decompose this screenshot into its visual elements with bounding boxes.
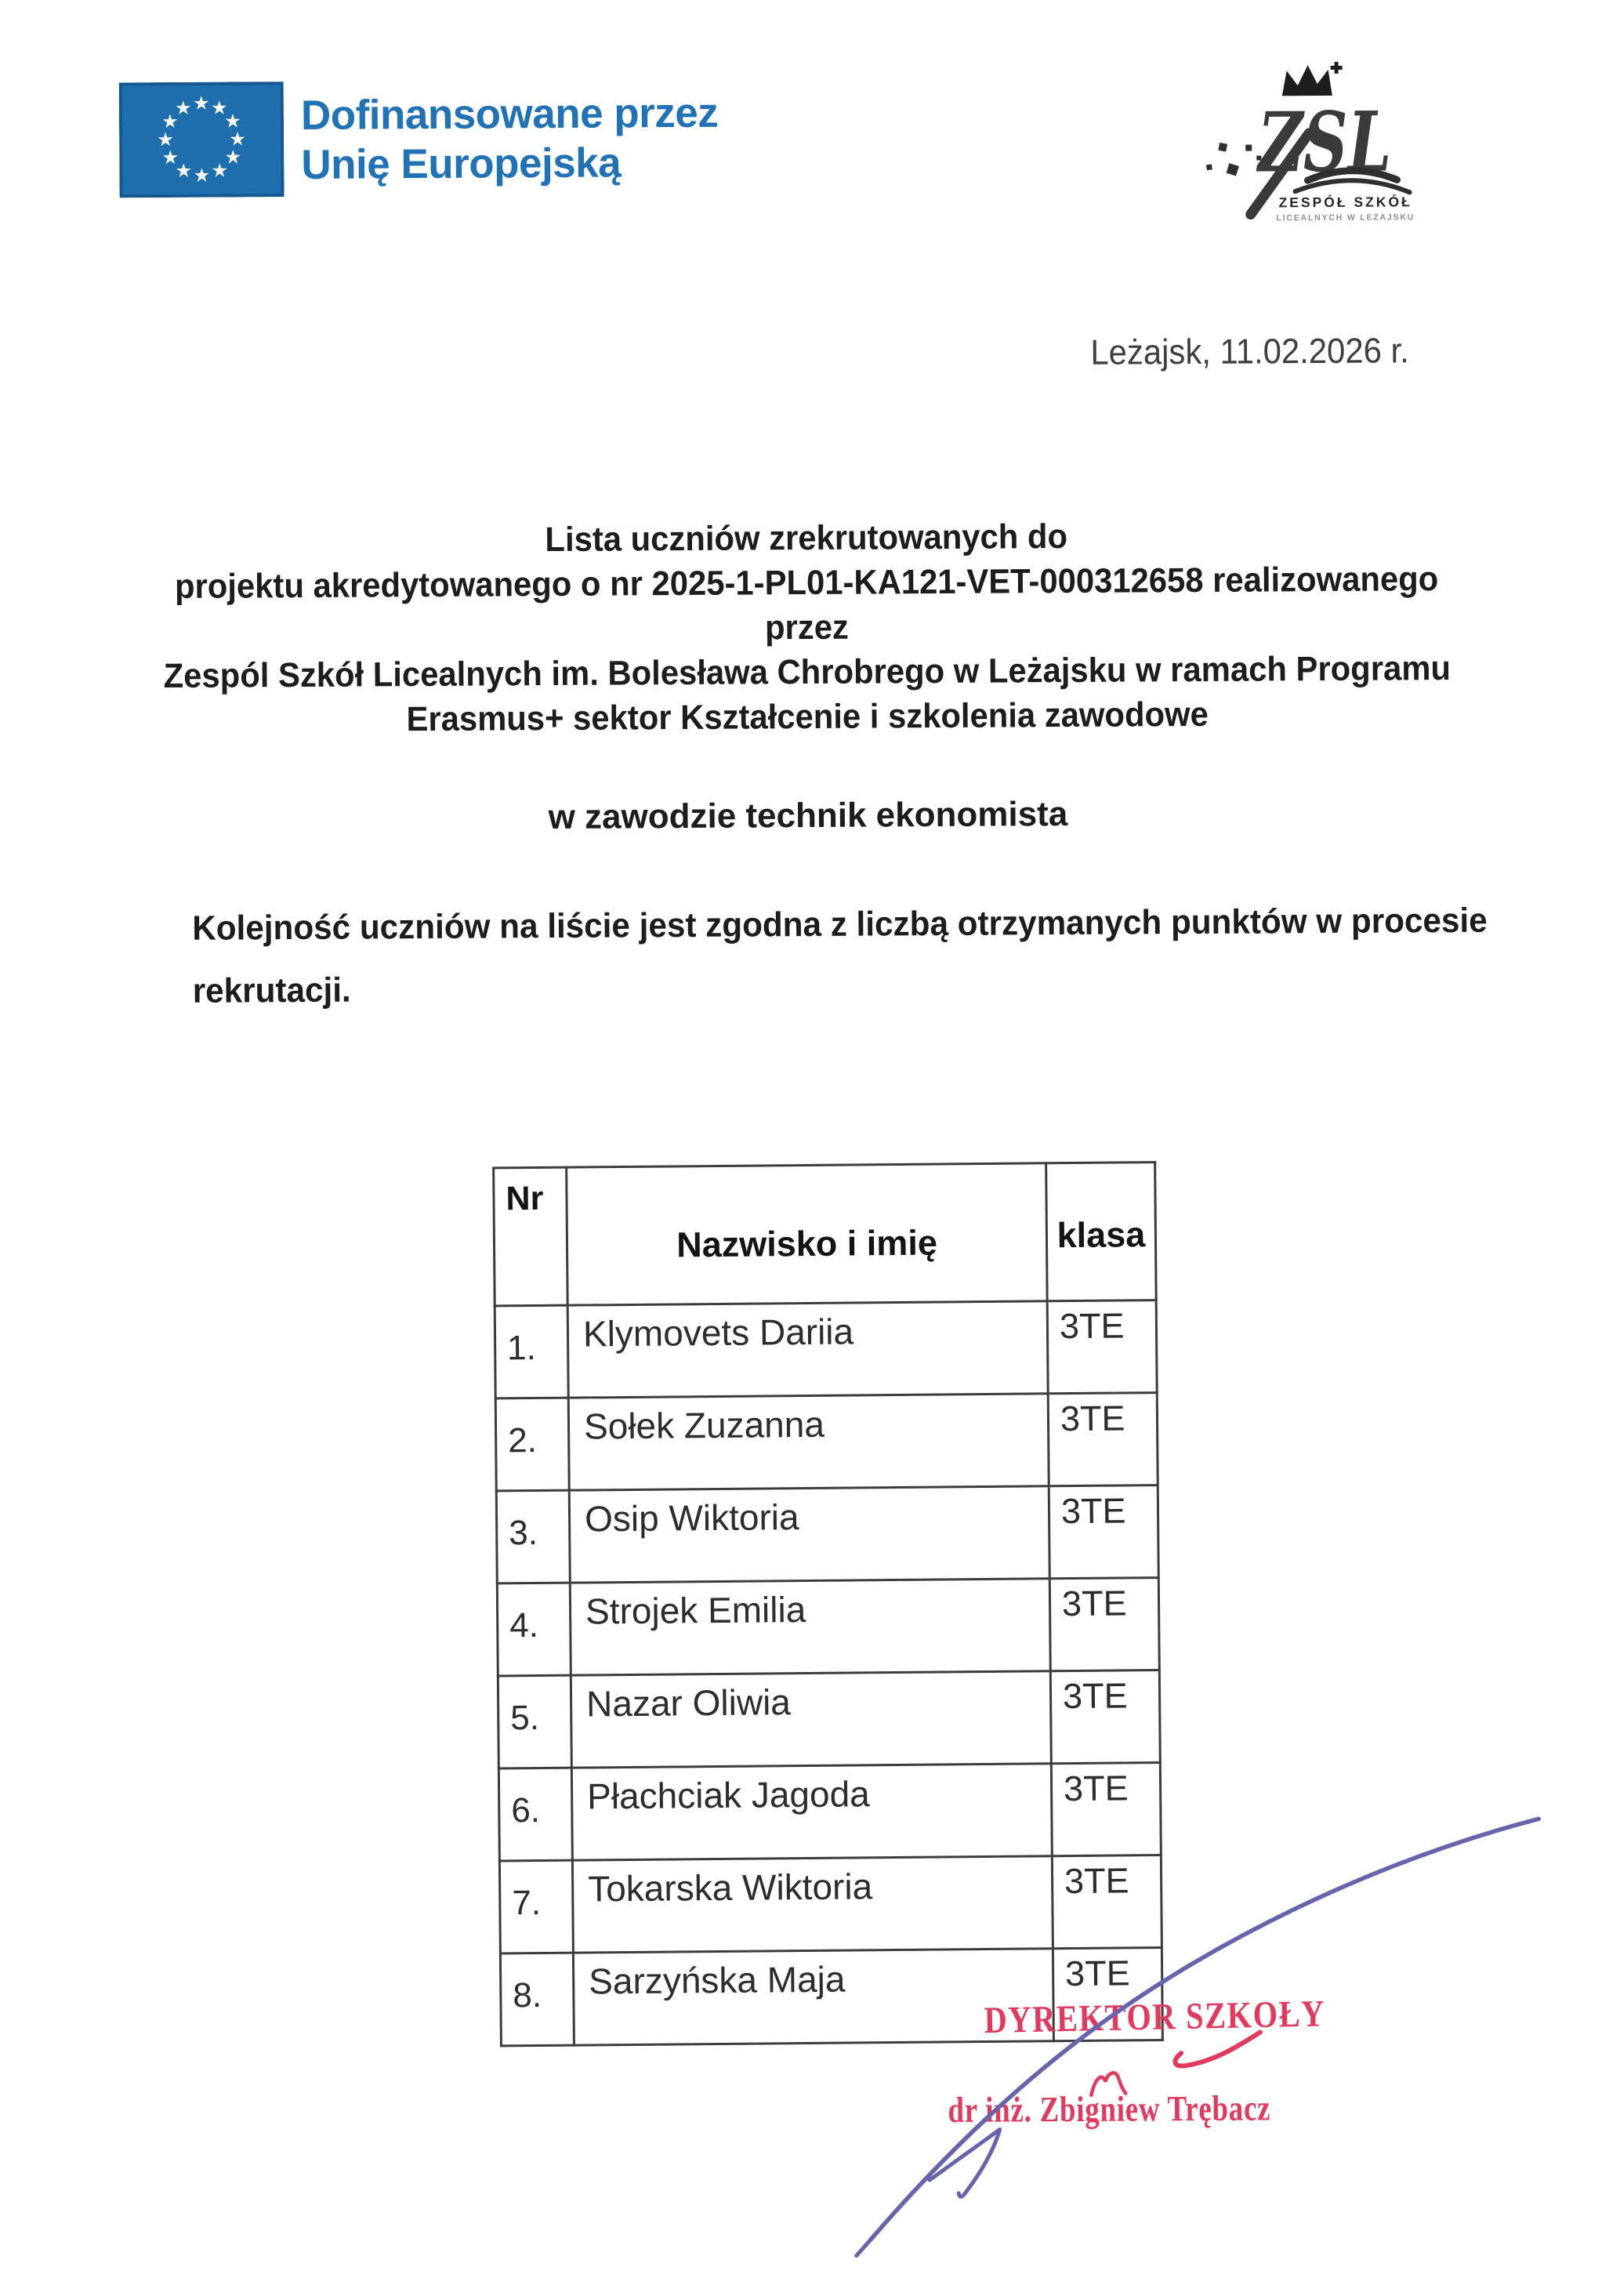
table-row [495, 1393, 1158, 1491]
eu-funding-text [301, 89, 719, 190]
header-klasa: klasa [1046, 1163, 1157, 1301]
student-name: Płachciak Jagoda [571, 1764, 1052, 1860]
school-name-line1: ZESPÓŁ SZKÓŁ [1278, 194, 1412, 211]
eu-star-icon: ★ [211, 159, 229, 182]
eu-star-icon: ★ [193, 92, 210, 114]
table-row [496, 1485, 1158, 1583]
eu-star-icon: ★ [175, 96, 192, 119]
student-class: 3TE [1049, 1578, 1159, 1671]
title-line-1: Lista uczniów zrekrutowanych do [545, 517, 1068, 560]
student-name: Strojek Emilia [570, 1579, 1050, 1675]
table-row [495, 1300, 1157, 1398]
header-nr: Nr [494, 1167, 568, 1306]
student-class: 3TE [1047, 1300, 1157, 1394]
intro-line-1: Kolejność uczniów na liście jest zgodna z liczbą otrzymanych punktów w procesie [192, 901, 1488, 948]
row-number: 3. [496, 1490, 570, 1583]
student-name: Nazar Oliwia [571, 1671, 1051, 1768]
student-class: 3TE [1053, 1948, 1162, 2041]
document-title [37, 511, 1577, 744]
subtitle-profession: w zawodzie technik ekonomista [548, 794, 1068, 837]
row-number: 7. [499, 1860, 573, 1953]
table-header-row [494, 1163, 1157, 1306]
stamp-title: DYREKTOR SZKOŁY [984, 1993, 1326, 2042]
intro-paragraph [192, 890, 1488, 1023]
student-class: 3TE [1051, 1763, 1161, 1856]
eu-funding-logo [119, 82, 284, 201]
eu-star-icon: ★ [229, 128, 246, 151]
student-class: 3TE [1048, 1393, 1158, 1486]
eu-flag-icon [119, 82, 284, 198]
eu-funding-text-line1: Dofinansowane przez [300, 89, 719, 139]
stamp-signatory-name: dr inż. Zbigniew Trębacz [948, 2087, 1271, 2130]
eu-star-icon: ★ [157, 128, 174, 151]
intro-line-2: rekrutacji. [192, 970, 351, 1010]
eu-star-icon: ★ [224, 146, 242, 169]
student-name: Osip Wiktoria [569, 1486, 1049, 1583]
eu-star-icon: ★ [193, 164, 211, 187]
title-line-4: Zespól Szkół Licealnych im. Bolesława Chrobrego w Leżajsku w ramach Programu [163, 648, 1451, 696]
pen-signature [803, 1783, 1590, 2273]
row-number: 2. [495, 1398, 569, 1491]
row-number: 1. [495, 1305, 568, 1398]
school-logo-acronym: ZSL [1257, 92, 1436, 191]
student-class: 3TE [1052, 1855, 1162, 1949]
student-name: Tokarska Wiktoria [572, 1856, 1053, 1953]
eu-star-icon: ★ [224, 110, 241, 132]
student-name: Sarzyńska Maja [573, 1949, 1053, 2045]
title-line-2: projektu akredytowanego o nr 2025-1-PL01-KA121-VET-000312658 realizowanego [174, 560, 1439, 606]
row-number: 8. [500, 1953, 574, 2046]
eu-star-icon: ★ [211, 96, 228, 119]
table-row [497, 1578, 1159, 1676]
header-name: Nazwisko i imię [567, 1163, 1048, 1305]
school-name-line2: LICEALNYCH W LEŻAJSKU [1276, 212, 1415, 223]
student-name: Sołek Zuzanna [568, 1394, 1049, 1490]
eu-star-icon: ★ [161, 110, 179, 133]
school-logo-icon [1191, 60, 1466, 230]
title-line-5: Erasmus+ sektor Kształcenie i szkolenia zawodowe [406, 695, 1209, 739]
eu-star-icon: ★ [175, 159, 193, 182]
row-number: 6. [498, 1768, 572, 1861]
date-line: Leżajsk, 11.02.2026 r. [1090, 330, 1409, 372]
student-class: 3TE [1050, 1670, 1160, 1764]
student-class: 3TE [1049, 1485, 1158, 1579]
table-row [498, 1670, 1160, 1768]
row-number: 4. [497, 1583, 571, 1676]
title-line-3: przez [764, 608, 850, 647]
eu-star-icon: ★ [161, 146, 179, 169]
student-name: Klymovets Dariia [567, 1301, 1048, 1398]
eu-funding-text-line2: Unię Europejską [301, 140, 622, 188]
school-logo [1191, 60, 1466, 234]
row-number: 5. [498, 1675, 571, 1768]
